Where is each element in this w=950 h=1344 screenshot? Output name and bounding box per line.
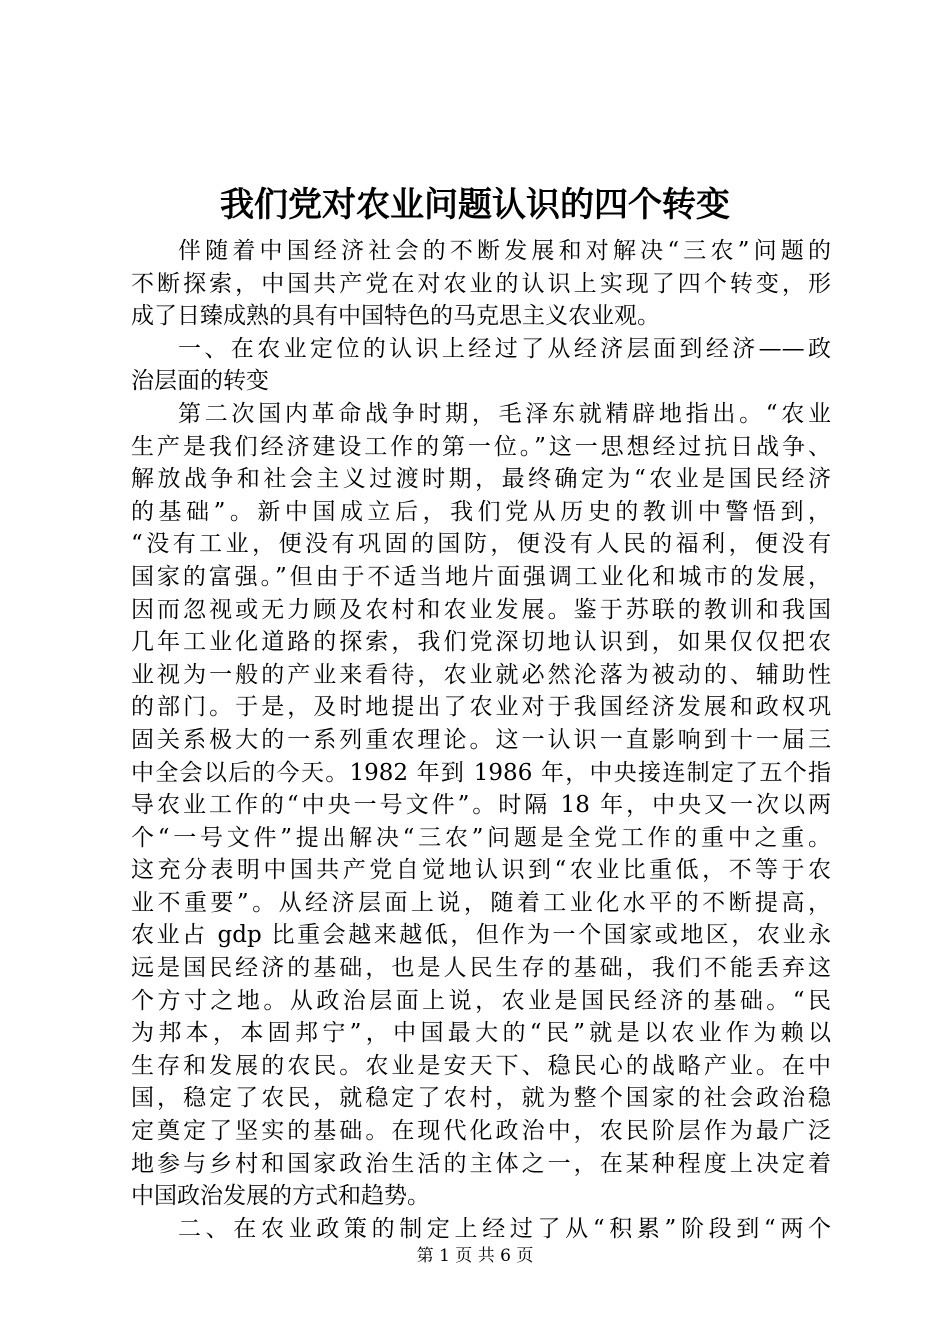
- text-line: 成了日臻成熟的具有中国特色的马克思主义农业观。: [131, 303, 660, 330]
- text-line: 一、在农业定位的认识上经过了从经济层面到经济——政: [178, 335, 831, 362]
- text-line: 二、在农业政策的制定上经过了从“积累”阶段到“两个: [178, 1215, 831, 1242]
- text-line: 农业占 gdp 比重会越来越低，但作为一个国家或地区，农业永: [131, 922, 831, 949]
- text-line: 个方寸之地。从政治层面上说，农业是国民经济的基础。“民: [131, 987, 831, 1014]
- text-line: 固关系极大的一系列重农理论。这一认识一直影响到十一届三: [131, 726, 831, 753]
- text-line: 这充分表明中国共产党自觉地认识到“农业比重低，不等于农: [131, 857, 831, 884]
- text-line: 国，稳定了农民，就稳定了农村，就为整个国家的社会政治稳: [131, 1085, 831, 1112]
- text-line: 中全会以后的今天。1982 年到 1986 年，中央接连制定了五个指: [131, 759, 831, 786]
- text-line: 解放战争和社会主义过渡时期，最终确定为“农业是国民经济: [131, 466, 831, 493]
- text-line: 国家的富强。”但由于不适当地片面强调工业化和城市的发展，: [131, 563, 831, 590]
- text-line: 定奠定了坚实的基础。在现代化政治中，农民阶层作为最广泛: [131, 1118, 831, 1145]
- text-line: 地参与乡村和国家政治生活的主体之一，在某种程度上决定着: [131, 1150, 831, 1177]
- text-line: 个“一号文件”提出解决“三农”问题是全党工作的重中之重。: [131, 824, 831, 851]
- document-body: [131, 235, 831, 1245]
- document-title: 我们党对农业问题认识的四个转变: [220, 185, 730, 225]
- text-line: 生产是我们经济建设工作的第一位。”这一思想经过抗日战争、: [131, 433, 831, 460]
- text-line: 的部门。于是，及时地提出了农业对于我国经济发展和政权巩: [131, 694, 831, 721]
- text-line: 生存和发展的农民。农业是安天下、稳民心的战略产业。在中: [131, 1052, 831, 1079]
- text-line: “没有工业，便没有巩固的国防，便没有人民的福利，便没有: [131, 531, 831, 558]
- text-line: 导农业工作的“中央一号文件”。时隔 18 年，中央又一次以两: [131, 792, 831, 819]
- text-line: 不断探索，中国共产党在对农业的认识上实现了四个转变，形: [131, 270, 831, 297]
- text-line: 的基础”。新中国成立后，我们党从历史的教训中警悟到，: [131, 498, 831, 525]
- text-line: 远是国民经济的基础，也是人民生存的基础，我们不能丢弃这: [131, 955, 831, 982]
- text-line: 业不重要”。从经济层面上说，随着工业化水平的不断提高，: [131, 889, 831, 916]
- text-line: 治层面的转变: [131, 368, 269, 395]
- text-line: 中国政治发展的方式和趋势。: [131, 1183, 430, 1210]
- text-line: 因而忽视或无力顾及农村和农业发展。鉴于苏联的教训和我国: [131, 596, 831, 623]
- text-line: 为邦本，本固邦宁”，中国最大的“民”就是以农业作为赖以: [131, 1020, 831, 1047]
- text-line: 第二次国内革命战争时期，毛泽东就精辟地指出。“农业: [178, 400, 831, 427]
- page-footer: 第 1 页 共 6 页: [416, 1246, 534, 1266]
- text-line: 业视为一般的产业来看待，农业就必然沦落为被动的、辅助性: [131, 661, 831, 688]
- text-line: 几年工业化道路的探索，我们党深切地认识到，如果仅仅把农: [131, 629, 831, 656]
- text-line: 伴随着中国经济社会的不断发展和对解决“三农”问题的: [178, 238, 831, 264]
